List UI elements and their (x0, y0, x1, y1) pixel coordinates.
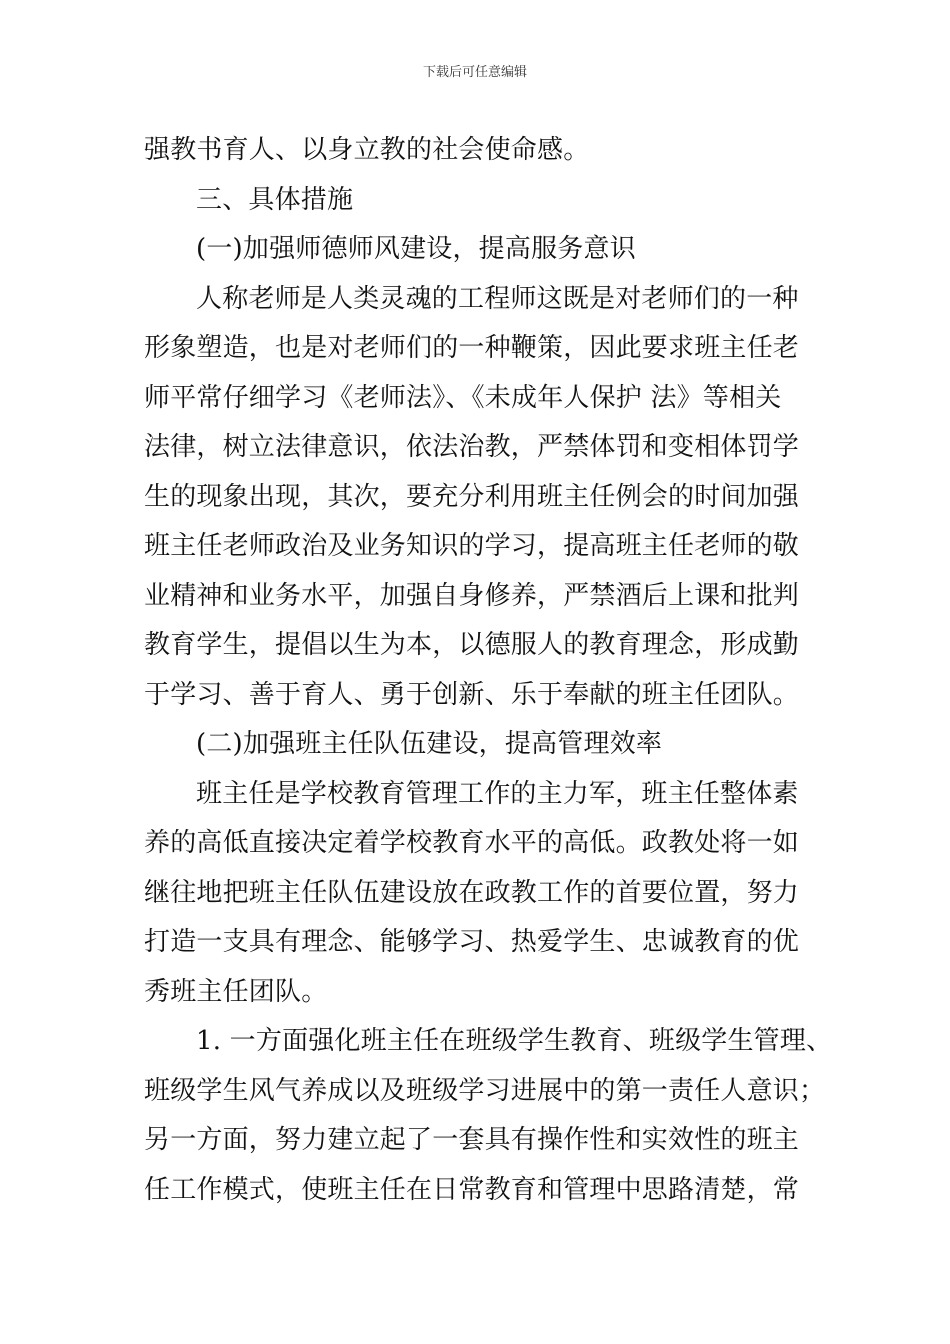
document-body (144, 126, 833, 1215)
text-line: 人称老师是人类灵魂的工程师这既是对老师们的一种 (196, 283, 799, 314)
text-line: 形象塑造，也是对老师们的一种鞭策，因此要求班主任老 (144, 333, 800, 363)
text-line: 班级学生风气养成以及班级学习进展中的第一责任人意识； (144, 1075, 826, 1106)
text-line: 班主任老师政治及业务知识的学习，提高班主任老师的敬 (144, 531, 800, 561)
text-line: 另一方面，努力建立起了一套具有操作性和实效性的班主 (144, 1125, 800, 1155)
text-line: 教育学生，提倡以生为本，以德服人的教育理念，形成勤 (144, 630, 800, 660)
text-line: 生的现象出现，其次，要充分利用班主任例会的时间加强 (144, 481, 800, 512)
text-line: 班主任是学校教育管理工作的主力军，班主任整体素 (196, 778, 799, 809)
subsection-heading: (一)加强师德师风建设，提高服务意识 (196, 234, 636, 264)
text-line: 继往地把班主任队伍建设放在政教工作的首要位置，努力 (144, 877, 800, 908)
text-line: 任工作模式，使班主任在日常教育和管理中思路清楚，常 (144, 1174, 800, 1205)
text-line: 秀班主任团队。 (144, 976, 328, 1007)
text-line: 法律，树立法律意识，依法治教，严禁体罚和变相体罚学 (144, 432, 800, 462)
subsection-heading: (二)加强班主任队伍建设，提高管理效率 (196, 729, 663, 759)
section-heading: 三、具体措施 (196, 184, 354, 215)
text-line: 于学习、善于育人、勇于创新、乐于奉献的班主任团队。 (144, 679, 800, 710)
text-line: 师平常仔细学习《老师法》、《未成年人保护 法》等相关 (144, 382, 782, 413)
text-line: 强教书育人、以身立教的社会使命感。 (144, 135, 590, 165)
numbered-item-line: 1. 一方面强化班主任在班级学生教育、班级学生管理、 (196, 1026, 833, 1056)
text-line: 业精神和业务水平，加强自身修养，严禁酒后上课和批判 (144, 580, 800, 611)
page-header-note: 下载后可任意编辑 (422, 65, 527, 80)
text-line: 打造一支具有理念、能够学习、热爱学生、忠诚教育的优 (144, 927, 800, 957)
text-line: 养的高低直接决定着学校教育水平的高低。政教处将一如 (144, 828, 800, 858)
